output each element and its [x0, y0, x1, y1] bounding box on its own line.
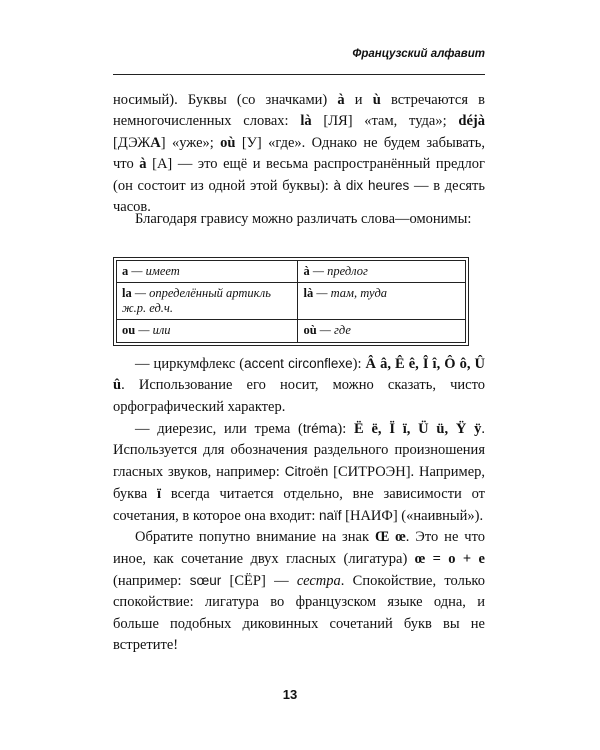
french-term: tréma: [302, 420, 338, 436]
table-cell: [298, 283, 466, 320]
word-la-grave: là: [300, 113, 312, 130]
letter-u-grave: ù: [372, 92, 381, 108]
text-run: . Используется для обозначения раздельного произношения гласных звуков, например:: [113, 420, 486, 481]
text-run: встречаются в немногочисленных словах:: [113, 92, 485, 130]
text-run: [СЁР] —: [221, 572, 297, 589]
trema-letters: Ë ë, Ï ï, Ü ü, Ÿ ÿ: [354, 420, 482, 437]
text-run: — циркумфлекс (: [135, 356, 245, 372]
ligature-letters: Œ œ: [374, 529, 406, 546]
table-row: [117, 261, 466, 283]
cell-word: où: [303, 323, 317, 337]
paragraph-homonyms-intro: Благодаря гравису можно различать слова—омонимы:: [135, 211, 472, 227]
ligature-formula: œ = o + e: [414, 550, 485, 567]
text-run: . Использование его носит, можно сказать, чисто орфографический характер.: [113, 377, 485, 415]
text-run: [У] «где». Однако не будем забывать, что: [113, 134, 485, 172]
text-run: [А] — это ещё и весьма распространённый предлог (он состоит из одной этой буквы):: [113, 155, 485, 195]
french-example: sœur: [189, 572, 222, 588]
french-term: accent circonflexe: [244, 356, 353, 371]
paragraph-circumflex: [113, 353, 485, 418]
text-run: (например:: [113, 572, 190, 589]
cell-gloss: — где: [316, 323, 351, 337]
text-run: всегда читается отдельно, вне зависимости от сочетания, в которое она входит:: [113, 485, 485, 525]
cell-gloss: — там, туда: [313, 286, 388, 300]
cell-gloss: — определённый артикль ж.р. ед.ч.: [122, 286, 271, 315]
text-run: [ЛЯ] «там, туда»;: [311, 113, 459, 130]
cell-word: la: [122, 286, 132, 300]
text-run: ):: [337, 420, 355, 437]
text-run: ):: [352, 356, 366, 372]
cell-gloss: — или: [135, 323, 171, 337]
cell-word: ou: [122, 323, 136, 337]
text-run: . Это не что иное, как сочетание двух гласных (лигатура): [113, 529, 485, 567]
text-block-3: [113, 353, 485, 656]
preposition-a: à: [139, 155, 147, 172]
text-run: [СИТРОЭН]. Например, буква: [113, 464, 486, 502]
paragraph-trema: [113, 418, 485, 527]
table-cell: [298, 320, 466, 343]
cell-gloss: — предлог: [309, 264, 368, 278]
table-cell: [117, 320, 298, 343]
circumflex-letters: Â â, Ê ê, Î î, Ô ô, Û û: [113, 356, 486, 394]
text-block-2: [113, 209, 485, 230]
text-run: — диерезис, или трема (: [135, 420, 303, 437]
stressed-letter: А: [150, 134, 161, 151]
table-row: [117, 320, 466, 343]
text-block-1: [113, 90, 485, 219]
cell-word: a: [122, 264, 129, 278]
letter-a-grave: à: [337, 92, 345, 108]
homonym-table: [113, 257, 469, 346]
cell-word: là: [303, 286, 314, 300]
text-run: . Спокойствие, только спокойствие: лигатура во французском языке одна, и больше подобных диковинных сочетаний букв вы не встретите!: [113, 572, 485, 653]
letter-i-trema: ï: [157, 485, 162, 502]
text-run: Обратите попутно внимание на знак: [135, 529, 375, 546]
text-run: ] «уже»;: [160, 134, 221, 151]
text-run: [ДЭЖ: [113, 134, 151, 151]
cell-gloss: — имеет: [128, 264, 180, 278]
cell-word: à: [303, 264, 310, 278]
table-cell: [117, 283, 298, 320]
text-run: — в десять часов.: [113, 178, 485, 216]
table-row: [117, 283, 466, 320]
table-cell: [117, 261, 298, 283]
french-example: naïf: [318, 508, 342, 524]
french-example: Citroën: [284, 464, 329, 480]
word-deja: déjà: [458, 113, 485, 130]
header-rule: [113, 74, 485, 75]
french-example: à dix heures: [333, 178, 410, 194]
table-cell: [298, 261, 466, 283]
text-run: [НАИФ] («наивный»).: [341, 508, 484, 525]
page-number: 13: [282, 687, 298, 702]
translation: сестра: [296, 572, 341, 589]
running-title: Французский алфавит: [352, 48, 485, 60]
paragraph-grave-words: [113, 90, 485, 219]
text-run: носимый). Буквы (со значками): [113, 92, 338, 108]
paragraph-ligature: [113, 527, 485, 656]
word-ou-grave: où: [220, 134, 236, 151]
text-run: и: [344, 92, 373, 108]
